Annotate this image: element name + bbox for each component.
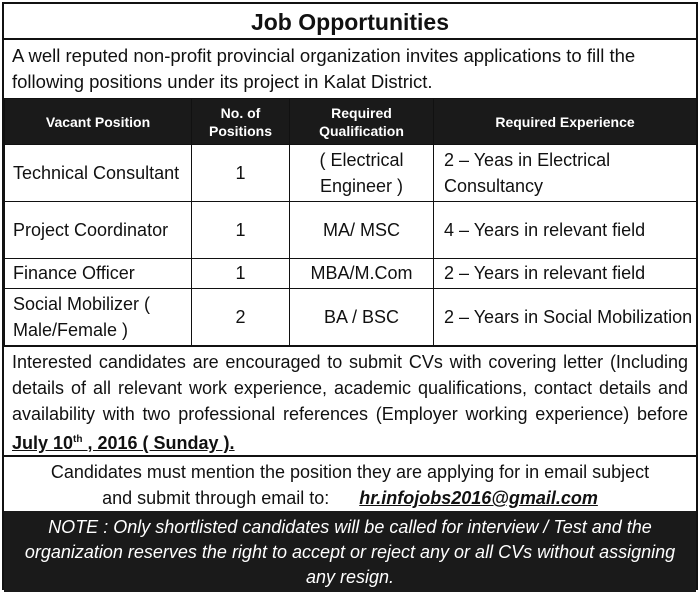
experience-cell: 2 – Years in relevant field [434,258,697,288]
submission-instructions [4,455,696,511]
qualification-cell: MBA/M.Com [290,258,434,288]
header-required-experience: Required Experience [434,99,697,145]
intro-paragraph: A well reputed non-profit provincial organization invites applications to fill the following positions under its project in Kalat District. [12,45,636,92]
qualification-cell: ( Electrical Engineer ) [290,145,434,202]
positions-table [4,98,697,346]
position-cell: Finance Officer [5,258,192,288]
header-no-of-positions: No. of Positions [192,99,290,145]
count-cell: 1 [192,201,290,258]
qualification-cell: MA/ MSC [290,201,434,258]
position-cell: Technical Consultant [5,145,192,202]
header-vacant-position: Vacant Position [5,99,192,145]
deadline-date-rest: , 2016 ( Sunday ). [82,433,235,453]
application-instructions [4,346,696,455]
deadline-date-suffix: th [73,434,83,445]
instructions-text: Interested candidates are encouraged to submit CVs with covering letter (Including details of all relevant work experience, academic qualifications, contact details and availability with two professional references (Employer working experience) before [12,352,688,424]
email-link[interactable]: hr.infojobs2016@gmail.com [359,488,598,508]
ad-title: Job Opportunities [4,4,696,40]
note-banner: NOTE : Only shortlisted candidates will be called for interview / Test and the organization reserves the right to accept or reject any or all CVs without assigning any resign. [4,511,696,592]
deadline-date-main: July 10 [12,433,74,453]
submit-line-2-text: and submit through email to: [102,488,330,508]
position-cell: Project Coordinator [5,201,192,258]
submit-line-1: Candidates must mention the position they are applying for in email subject [50,462,650,482]
position-cell: Social Mobilizer ( Male/Female ) [5,289,192,346]
table-row [5,258,697,288]
deadline-date [12,433,235,453]
experience-cell: 4 – Years in relevant field [434,201,697,258]
table-header-row [5,99,697,145]
table-row [5,145,697,202]
experience-cell: 2 – Years in Social Mobilization [434,289,697,346]
job-advertisement [2,2,698,590]
qualification-cell: BA / BSC [290,289,434,346]
count-cell: 1 [192,258,290,288]
count-cell: 2 [192,289,290,346]
experience-cell: 2 – Yeas in Electrical Consultancy [434,145,697,202]
header-required-qualification: Required Qualification [290,99,434,145]
table-row [5,289,697,346]
count-cell: 1 [192,145,290,202]
submit-line-2 [4,485,696,511]
table-row [5,201,697,258]
